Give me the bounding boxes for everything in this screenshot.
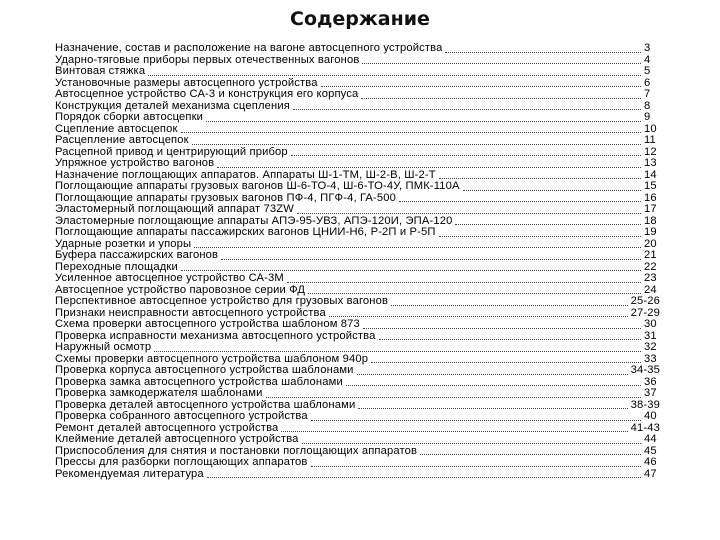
toc-entry (55, 158, 660, 170)
toc-entry (55, 308, 660, 320)
toc-entry-page-number: 46 (644, 456, 657, 468)
toc-entry-page-number: 20 (644, 237, 657, 250)
dot-leader (329, 316, 628, 317)
toc-entry-title: Порядок сборки автосцепки (55, 112, 204, 123)
toc-entry-page-number: 23 (644, 272, 657, 284)
toc-entry-title: Приспособления для снятия и постановки поглощающих аппаратов (55, 445, 418, 457)
toc-entry-page-number: 11 (644, 134, 656, 146)
dot-leader (371, 362, 641, 363)
toc-entry-title: Буфера пассажирских вагонов (55, 250, 219, 261)
toc-entry-page-number: 3 (644, 42, 651, 54)
dot-leader (346, 385, 641, 386)
toc-entry-title: Эластомерные поглощающие аппараты АПЭ-95-УВЗ, АПЭ-120И, ЭПА-120 (55, 215, 453, 227)
toc-entry-title: Рекомендуемая литература (55, 468, 204, 480)
dot-leader (302, 443, 641, 444)
toc-entry (55, 193, 660, 205)
toc-entry-page-number: 34-35 (630, 364, 660, 376)
toc-entry-title: Клеймение деталей автосцепного устройства (55, 434, 299, 445)
toc-entry-page-number: 4 (644, 53, 651, 66)
toc-entry-title: Расцепление автосцепок (55, 135, 189, 146)
toc-entry-title: Ударно-тяговые приборы первых отечественных вагонов (55, 54, 360, 66)
dot-leader (206, 121, 641, 122)
toc-entry-title: Конструкция деталей механизма сцепления (55, 100, 290, 112)
toc-entry (55, 423, 660, 435)
toc-entry-page-number: 8 (644, 99, 651, 112)
toc-entry-page-number: 17 (644, 203, 657, 215)
toc-entry-page-number: 24 (644, 283, 657, 296)
toc-entry-title: Эластомерный поглощающий аппарат 73ZW (55, 204, 294, 215)
dot-leader (154, 351, 641, 352)
toc-entry-title: Прессы для разборки поглощающих аппаратов (55, 457, 308, 468)
dot-leader (420, 454, 641, 455)
toc-entry (55, 457, 660, 469)
toc-entry (55, 112, 660, 124)
toc-entry-page-number: 12 (644, 145, 657, 158)
toc-entry-title: Упряжное устройство вагонов (55, 158, 215, 169)
dot-leader (217, 167, 641, 168)
dot-leader (181, 132, 641, 133)
toc-entry-page-number: 33 (644, 352, 657, 365)
toc-entry-title: Проверка корпуса автосцепного устройства шаблонами (55, 365, 354, 376)
dot-leader (439, 178, 641, 179)
toc-entry-title: Признаки неисправности автосцепного устройства (55, 307, 326, 319)
dot-leader (192, 144, 641, 145)
dot-leader (399, 201, 641, 202)
toc-entry-page-number: 25-26 (630, 295, 660, 307)
toc-entry-title: Расцепной привод и центрирующий прибор (55, 146, 288, 158)
dot-leader (363, 328, 641, 329)
toc-entry-title: Установочные размеры автосцепного устройства (55, 77, 318, 89)
toc-entry-page-number: 40 (644, 410, 657, 422)
toc-entry-page-number: 10 (644, 122, 657, 135)
dot-leader (148, 75, 641, 76)
toc-entry (55, 469, 660, 481)
toc-entry (55, 446, 660, 458)
toc-entry-title: Автосцепное устройство СА-3 и конструкция его корпуса (55, 89, 359, 100)
toc-entry (55, 342, 660, 354)
dot-leader (221, 259, 641, 260)
toc-entry (55, 365, 660, 377)
toc-entry-title: Назначение поглощающих аппаратов. Аппараты Ш-1-ТМ, Ш-2-В, Ш-2-Т (55, 169, 436, 181)
table-of-contents (55, 43, 660, 480)
toc-entry (55, 388, 660, 400)
dot-leader (391, 305, 628, 306)
toc-entry-title: Ремонт деталей автосцепного устройства (55, 422, 279, 434)
toc-entry-page-number: 30 (644, 318, 657, 330)
toc-entry (55, 101, 660, 113)
dot-leader (266, 397, 642, 398)
toc-entry-title: Проверка замкодержателя шаблонами (55, 388, 263, 399)
dot-leader (297, 213, 641, 214)
dot-leader (181, 270, 641, 271)
toc-entry (55, 227, 660, 239)
dot-leader (455, 224, 641, 225)
toc-entry-title: Проверка исправности механизма автосцепного устройства (55, 330, 376, 342)
toc-entry-title: Наружный осмотр (55, 342, 152, 353)
toc-entry-page-number: 47 (644, 467, 657, 480)
dot-leader (321, 86, 641, 87)
toc-entry (55, 354, 660, 366)
toc-entry (55, 204, 660, 216)
toc-entry-title: Перспективное автосцепное устройство для грузовых вагонов (55, 296, 389, 307)
toc-entry (55, 411, 660, 423)
toc-entry-title: Винтовая стяжка (55, 66, 146, 77)
toc-entry (55, 55, 660, 67)
toc-entry (55, 377, 660, 389)
toc-entry (55, 124, 660, 136)
toc-entry (55, 78, 660, 90)
toc-entry (55, 319, 660, 331)
dot-leader (379, 339, 641, 340)
toc-entry-page-number: 22 (644, 260, 657, 273)
toc-entry-page-number: 19 (644, 226, 657, 238)
toc-entry (55, 66, 660, 78)
toc-entry-page-number: 21 (644, 249, 657, 261)
toc-entry-page-number: 38-39 (630, 398, 660, 411)
toc-entry-title: Проверка замка автосцепного устройства шаблонами (55, 376, 343, 388)
toc-entry-title: Переходные площадки (55, 261, 178, 273)
toc-entry-title: Поглощающие аппараты грузовых вагонов ПФ-4, ПГФ-4, ГА-500 (55, 192, 397, 204)
toc-entry-page-number: 5 (644, 65, 651, 77)
toc-entry-page-number: 37 (644, 387, 657, 399)
toc-entry-title: Ударные розетки и упоры (55, 238, 192, 250)
toc-entry-page-number: 41-43 (630, 421, 660, 434)
toc-entry (55, 89, 660, 101)
toc-entry-page-number: 18 (644, 214, 657, 227)
toc-entry-title: Поглощающие аппараты пассажирских вагонов ЦНИИ-Н6, Р-2П и Р-5П (55, 227, 436, 238)
toc-entry-page-number: 15 (644, 180, 657, 192)
toc-entry (55, 43, 660, 55)
toc-entry-title: Проверка собранного автосцепного устройства (55, 411, 308, 422)
toc-entry-page-number: 44 (644, 433, 657, 445)
toc-entry-page-number: 32 (644, 341, 657, 353)
toc-entry-page-number: 36 (644, 375, 657, 388)
toc-entry (55, 250, 660, 262)
toc-entry-title: Назначение, состав и расположение на вагоне автосцепного устройства (55, 43, 443, 54)
toc-entry-page-number: 14 (644, 168, 657, 181)
toc-entry (55, 170, 660, 182)
toc-entry-page-number: 31 (644, 329, 657, 342)
dot-leader (362, 63, 641, 64)
toc-entry-page-number: 7 (644, 88, 651, 100)
toc-entry-page-number: 13 (644, 157, 657, 169)
dot-leader (463, 190, 641, 191)
toc-entry-title: Поглощающие аппараты грузовых вагонов Ш-6-ТО-4, Ш-6-ТО-4У, ПМК-110А (55, 181, 460, 192)
dot-leader (311, 420, 641, 421)
toc-entry-title: Схема проверки автосцепного устройства шаблоном 873 (55, 319, 360, 330)
toc-entry (55, 135, 660, 147)
toc-entry-page-number: 27-29 (630, 306, 660, 319)
toc-entry (55, 239, 660, 251)
toc-entry (55, 181, 660, 193)
dot-leader (358, 408, 627, 409)
toc-entry-page-number: 45 (644, 444, 657, 457)
toc-entry (55, 147, 660, 159)
toc-entry-page-number: 16 (644, 191, 657, 204)
toc-entry-page-number: 6 (644, 76, 651, 89)
dot-leader (439, 236, 641, 237)
dot-leader (291, 155, 641, 156)
dot-leader (287, 282, 641, 283)
dot-leader (194, 247, 641, 248)
toc-entry-title: Сцепление автосцепок (55, 123, 178, 135)
dot-leader (293, 109, 641, 110)
dot-leader (445, 52, 641, 53)
toc-entry (55, 285, 660, 297)
dot-leader (281, 431, 627, 432)
toc-entry-page-number: 9 (644, 111, 651, 123)
dot-leader (357, 374, 628, 375)
toc-entry-title: Схемы проверки автосцепного устройства шаблоном 940р (55, 353, 369, 365)
toc-entry (55, 400, 660, 412)
toc-entry-title: Проверка деталей автосцепного устройства шаблонами (55, 399, 356, 411)
toc-entry (55, 273, 660, 285)
dot-leader (207, 477, 641, 478)
toc-entry (55, 216, 660, 228)
toc-entry (55, 262, 660, 274)
toc-entry-title: Усиленное автосцепное устройство СА-3М (55, 273, 284, 284)
dot-leader (361, 98, 641, 99)
toc-entry (55, 434, 660, 446)
page-title: Содержание (290, 8, 430, 30)
toc-entry-title: Автосцепное устройство паровозное серии ФД (55, 284, 306, 296)
dot-leader (308, 293, 641, 294)
toc-entry (55, 296, 660, 308)
dot-leader (311, 466, 641, 467)
toc-entry (55, 331, 660, 343)
